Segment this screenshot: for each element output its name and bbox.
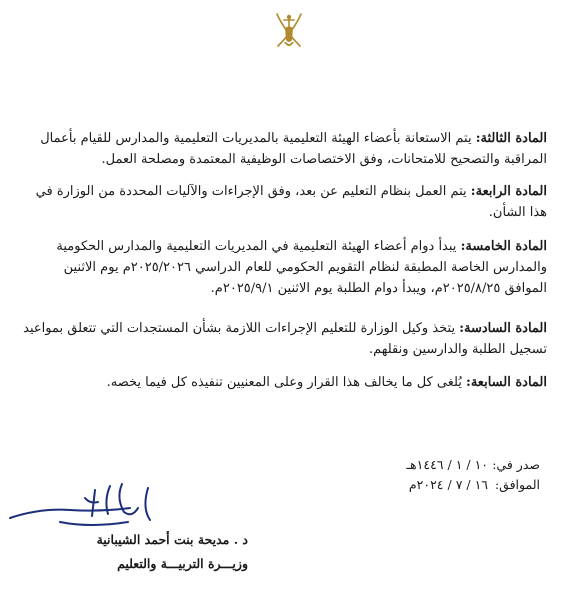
article-label: المادة الثالثة: [475,131,547,146]
issued-date-value: ١٠ / ١ / ١٤٤٦هـ [406,457,489,472]
article-text: يتم الاستعانة بأعضاء الهيئة التعليمية بالمديريات التعليمية والمدارس للقيام بأعمال المراقبة والتصحيح للامتحانات، وفق الاختصاصات الوظيفية المعتمدة ومصلحة العمل. [40,131,547,167]
signatory-title: وزيـــرة التربيـــة والتعليم [117,556,248,571]
article-7 [19,372,547,393]
article-6 [19,318,547,360]
article-text: يبدأ دوام أعضاء الهيئة التعليمية في المديريات التعليمية والمدارس الحكومية والمدارس الخاصة المطبقة لنظام التقويم الحكومي للعام الدراسي ٢٠٢٥/٢٠٢٦م يوم الاثنين الموافق ٢٠٢٥/٨/٢٥م، ويبدأ دوام الطلبة يوم الاثنين ٢٠٢٥/٩/١م. [56,239,547,296]
corresponding-date-value: ١٦ / ٧ / ٢٠٢٤م [408,477,489,492]
article-4 [19,181,547,223]
decree-dates [340,455,540,495]
article-label: المادة السابعة: [466,375,547,390]
article-text: يتخذ وكيل الوزارة للتعليم الإجراءات اللازمة بشأن المستجدات التي تتعلق بمواعيد تسجيل الطلبة والدارسين ونقلهم. [23,321,547,357]
article-text: يتم العمل بنظام التعليم عن بعد، وفق الإجراءات والآليات المحددة من الوزارة في هذا الشأن. [35,184,547,220]
issued-date-label: صدر في: [492,457,540,472]
issued-date-row [340,455,540,475]
signatory-name: د . مديحة بنت أحمد الشيبانية [96,532,248,547]
signatory-block [78,528,248,576]
article-3 [19,128,547,170]
article-5 [19,236,547,299]
article-label: المادة الخامسة: [460,239,547,254]
article-text: يُلغى كل ما يخالف هذا القرار وعلى المعنيين تنفيذه كل فيما يخصه. [106,375,467,390]
oman-khanjar-emblem-icon [272,8,306,52]
corresponding-date-row [340,475,540,495]
article-label: المادة السادسة: [459,321,547,336]
corresponding-date-label: الموافق: [494,477,540,492]
article-label: المادة الرابعة: [470,184,547,199]
